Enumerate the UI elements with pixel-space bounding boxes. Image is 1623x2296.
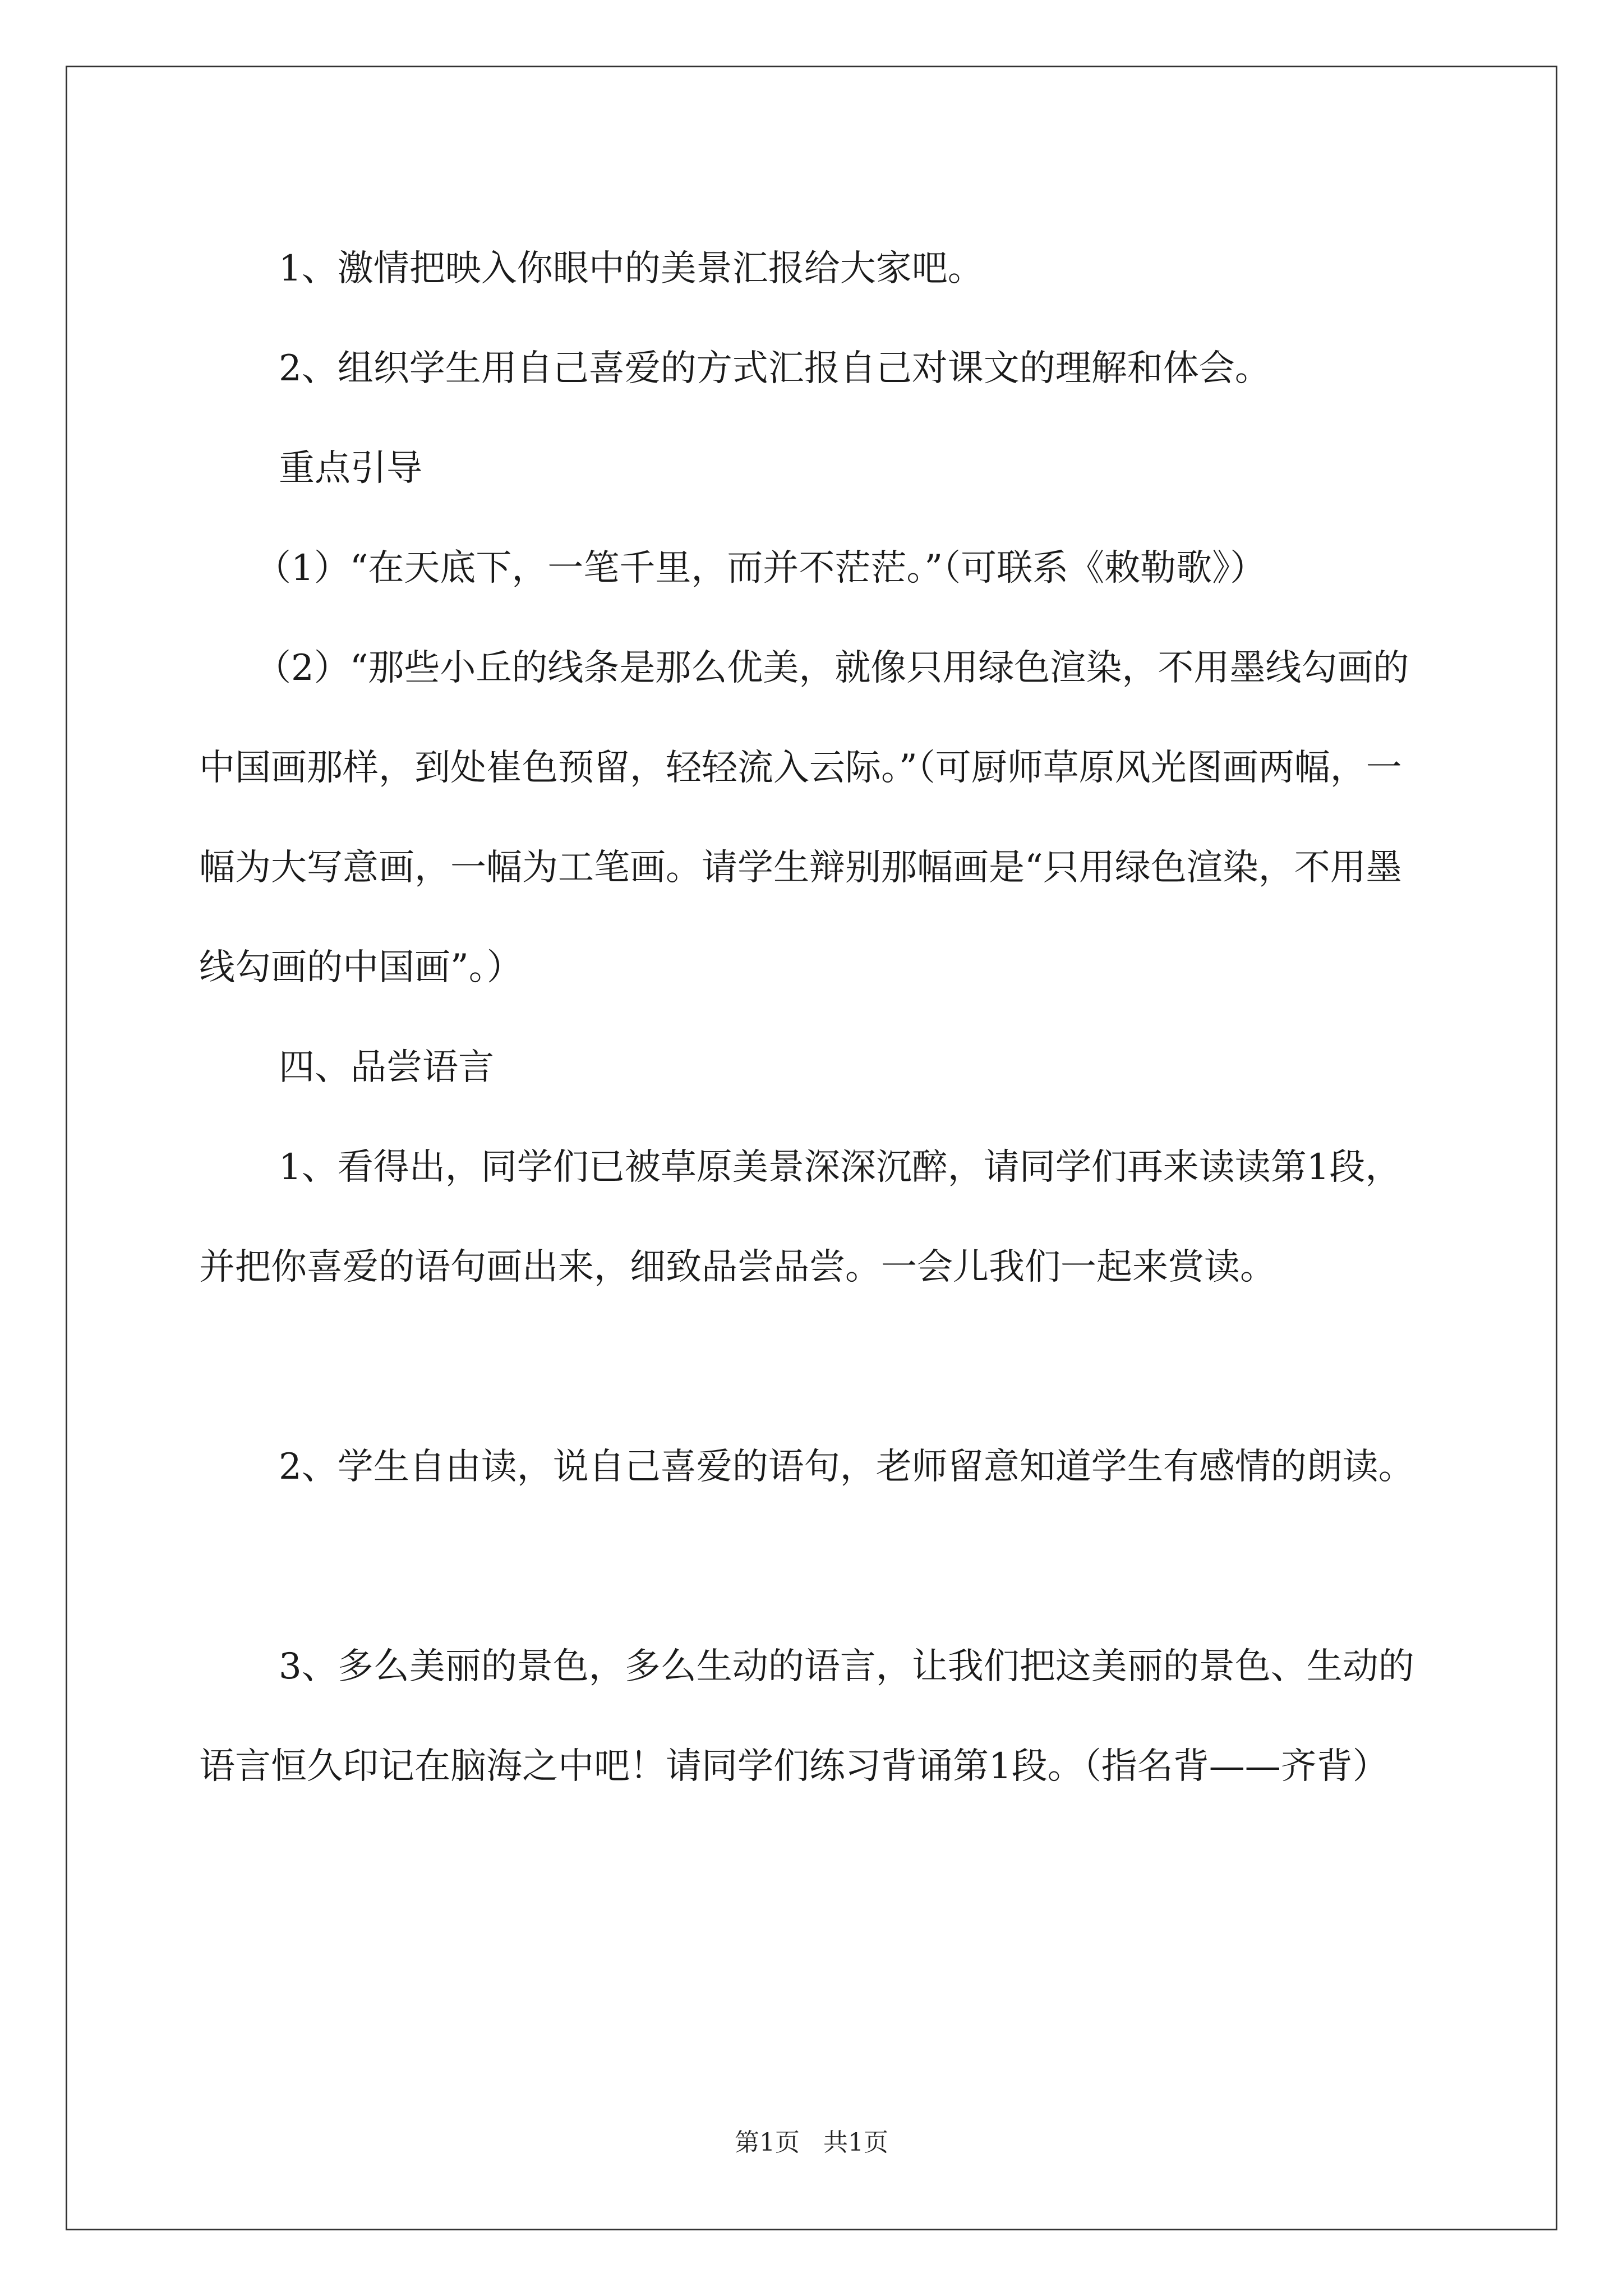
paragraph-4: （1）“在天底下，一笔千里，而并不茫茫。”（可联系《敕勒歌》） — [255, 547, 1266, 589]
paragraph-1: 1、激情把映入你眼中的美景汇报给大家吧。 — [279, 248, 984, 289]
paragraph-6: 四、品尝语言 — [279, 1047, 494, 1088]
paragraph-5: （2）“那些小丘的线条是那么优美，就像只用绿色渲染，不用墨线勾画的中国画那样，到处崔色预留，轻轻流入云际。”（可厨师草原风光图画两幅，一幅为大写意画，一幅为工笔画。请学生辩别那幅画是“只用绿色渲染，不用墨线勾画的中国画”。） — [199, 647, 1409, 988]
page-footer: 第1页 共1页 — [735, 2128, 888, 2157]
paragraph-8: 2、学生自由读，说自己喜爱的语句，老师留意知道学生有感情的朗读。 — [279, 1446, 1414, 1488]
paragraph-7: 1、看得出，同学们已被草原美景深深沉醉，请同学们再来读读第1段，并把你喜爱的语句画出来，细致品尝品尝。一会儿我们一起来赏读。 — [199, 1147, 1401, 1288]
paragraph-2: 2、组织学生用自己喜爱的方式汇报自己对课文的理解和体会。 — [279, 348, 1271, 389]
paragraph-9: 3、多么美丽的景色，多么生动的语言，让我们把这美丽的景色、生动的语言恒久印记在脑海之中吧！请同学们练习背诵第1段。（指名背——齐背） — [199, 1646, 1414, 1787]
paragraph-3: 重点引导 — [279, 448, 422, 489]
